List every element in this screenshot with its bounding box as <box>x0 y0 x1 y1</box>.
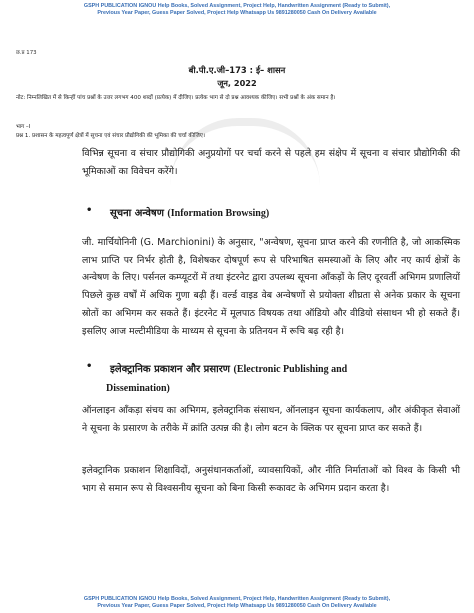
footer-line-1: GSPH PUBLICATION IGNOU Help Books, Solved Assignment, Project Help, Handwritten Assignment (Ready to Submit), <box>83 596 391 602</box>
page-code: छ.प्र 173 <box>16 50 37 56</box>
paragraph-intro: विभिन्न सूचना व संचार प्रौद्योगिकी अनुप्रयोगों पर चर्चा करने से पहले हम संक्षेप में सूचना व संचार प्रौद्योगिकी की भूमिकाओं का विवेचन करेंगे। <box>82 148 460 177</box>
heading-1-english: (Information Browsing) <box>167 208 270 219</box>
footer-line-2: Previous Year Paper, Guess Paper Solved, Project Help Whatsapp Us 9891280050 Cash On Delivery Available <box>97 603 377 610</box>
bullet-icon: • <box>86 205 93 216</box>
heading-2-english: (Electronic Publishing and <box>233 364 348 375</box>
paragraph-publishing: ऑनलाइन आँकड़ा संचय का अभिगम, इलेक्ट्रानिक संसाधन, ऑनलाइन सूचना कार्यकलाप, और अंकीकृत सेवाओं ने सूचना के प्रसारण के तरीके में क्रांति उत्पन्न की है। लोग बटन के क्लिक पर सूचना प्राप्त कर सकते हैं। <box>82 405 460 434</box>
section-heading-1 <box>110 205 474 222</box>
header-line-1: GSPH PUBLICATION IGNOU Help Books, Solved Assignment, Project Help, Handwritten Assignment (Ready to Submit), <box>83 3 391 9</box>
bullet-icon: • <box>86 361 93 372</box>
document-title: बी.पी.ए.जी–173 : ई– शासन <box>188 65 286 75</box>
section-label: भाग –I <box>16 124 31 130</box>
paragraph-publishing-2: इलेक्ट्रानिक प्रकाशन शिक्षाविदों, अनुसंधानकर्ताओं, व्यावसायिकों, और नीति निर्माताओं को विश्व के किसी भी भाग से समान रूप से विश्वसनीय सूचना को बिना किसी रूकावट के अभिगम प्रदान करता है। <box>82 465 460 494</box>
question-text: प्रश्न 1. प्रशासन के महत्वपूर्ण क्षेत्रों में सूचना एवं संचार प्रौद्योगिकी की भूमिका की चर्चा कीजिए। <box>16 133 205 139</box>
footer-banner <box>0 596 474 610</box>
header-line-2: Previous Year Paper, Guess Paper Solved, Project Help Whatsapp Us 9891280050 Cash On Delivery Available <box>97 10 377 17</box>
section-heading-2 <box>110 361 460 378</box>
paragraph-browsing: जी. मार्चियोनिनी (G. Marchionini) के अनुसार, "अन्वेषण, सूचना प्राप्त करने की रणनीति है, जो आकस्मिक लाभ प्राप्ति पर निर्भर होती है, विशेषकर दोषपूर्ण रूप से परिभाषित समस्याओं के लिए और नए कार्य क्षेत्रों के अन्वेषण के लिए। पर्सनल कम्प्यूटरों में तथा इंटरनेट द्वारा उपलब्ध सूचना आँकड़ों के लिए दूरवर्ती अभिगम प्रणालियों पिछले कुछ वर्षों में अधिक गुणा बढ़ी हैं। वर्ल्ड वाइड वेब अन्वेषणों से प्रयोक्ता शीघ्रता से अनेक प्रकार के सूचना स्रोतों का अभिगम कर सकते हैं। इंटरनेट में मूलपाठ विषयक तथा ऑडियो और वीडियो संसाधन भी हो सकते हैं। इसलिए आज मल्टीमीडिया के माध्यम से सूचना के प्रतिनयन में रूचि बढ़ रही है। <box>82 237 460 337</box>
heading-2-english-cont: Dissemination) <box>106 383 170 394</box>
heading-1-hindi: सूचना अन्वेषण <box>110 208 164 219</box>
exam-date: जून, 2022 <box>217 78 257 88</box>
instruction-note: नोट: निम्नलिखित में से किन्हीं पांच प्रश्नों के उत्तर लगभग 400 शब्दों (प्रत्येक) में दीजिए। प्रत्येक भाग से दो प्रश्न आवश्यक कीजिए। सभी प्रश्नों के अंक समान है। <box>16 95 336 101</box>
heading-2-hindi: इलेक्ट्रानिक प्रकाशन और प्रसारण <box>110 364 231 375</box>
header-banner <box>0 3 474 17</box>
